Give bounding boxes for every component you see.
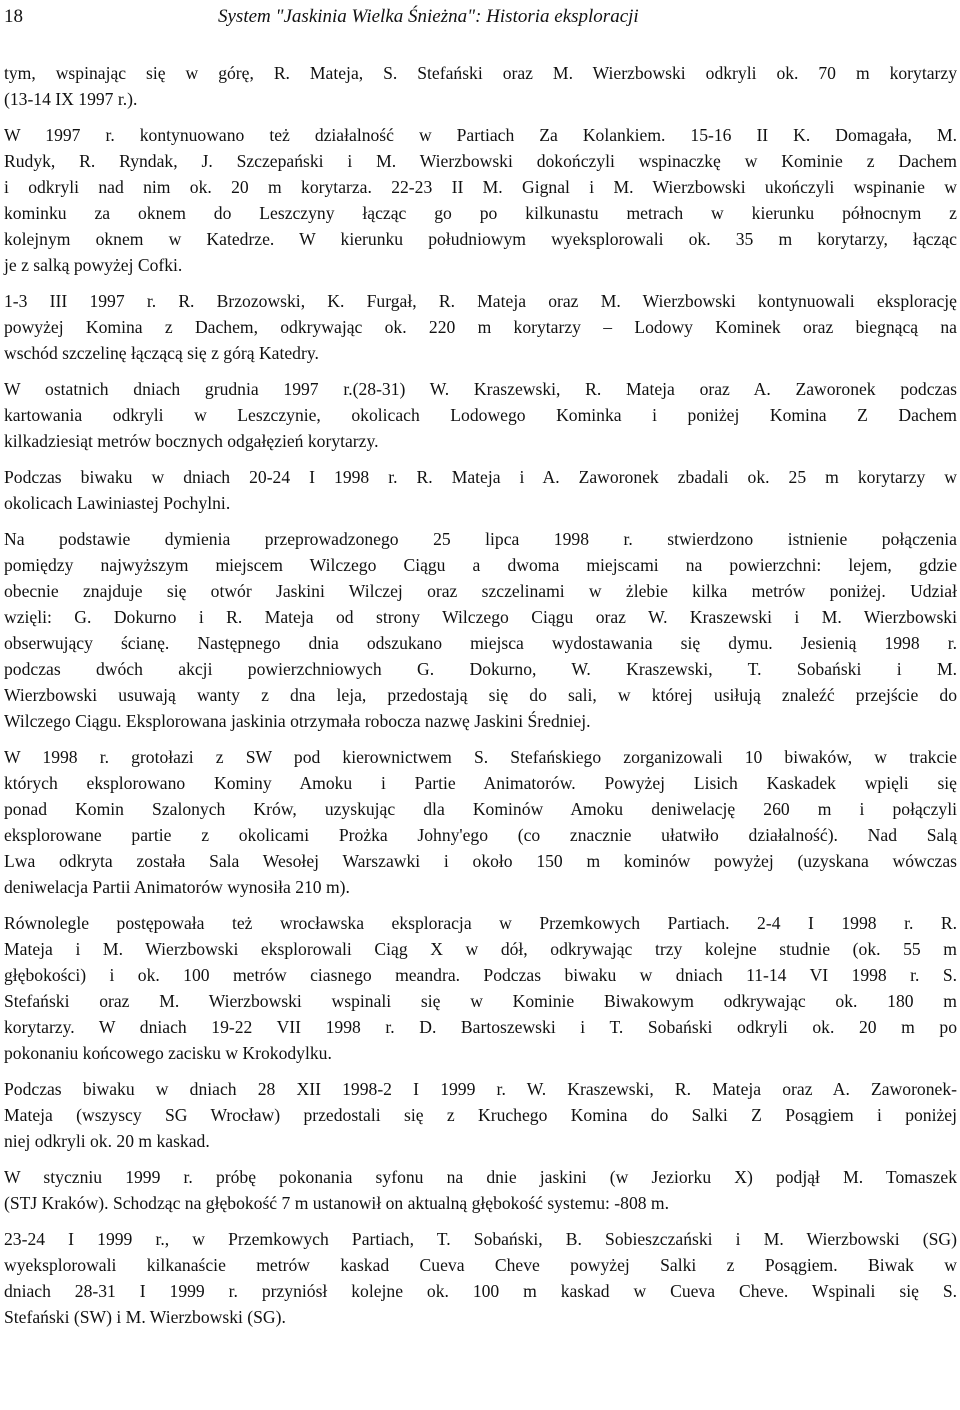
text-line: Wierzbowski usuwają wanty z dna leja, przedostają się do sali, w której usiłują znaleźć przejście do <box>4 685 957 705</box>
text-line: których eksplorowano Kominy Amoku i Partie Animatorów. Powyżej Lisich Kaskadek wpięli się <box>4 773 957 793</box>
running-title: System "Jaskinia Wielka Śnieżna": Historia eksploracji <box>218 6 639 27</box>
text-line: Podczas biwaku w dniach 28 XII 1998-2 I 1999 r. W. Kraszewski, R. Mateja oraz A. Zaworonek- <box>4 1079 957 1099</box>
text-line: W 1997 r. kontynuowano też działalność w Partiach Za Kolankiem. 15-16 II K. Domagała, M. <box>4 125 957 145</box>
text-line: dniach 28-31 I 1999 r. przyniósł kolejne ok. 100 m kaskad w Cueva Cheve. Wspinali się S. <box>4 1281 957 1301</box>
text-line: korytarzy. W dniach 19-22 VII 1998 r. D. Bartoszewski i T. Sobański odkryli ok. 20 m po <box>4 1017 957 1037</box>
text-line: Mateja i M. Wierzbowski eksplorowali Ciąg X w dół, odkrywając trzy kolejne studnie (ok. 55 m <box>4 939 957 959</box>
text-line: deniwelacja Partii Animatorów wynosiła 210 m). <box>4 877 350 897</box>
text-line: Na podstawie dymienia przeprowadzonego 25 lipca 1998 r. stwierdzono istnienie połączenia <box>4 529 957 549</box>
text-line: tym, wspinając się w górę, R. Mateja, S. Stefański oraz M. Wierzbowski odkryli ok. 70 m korytarzy <box>4 63 957 83</box>
text-line: pokonaniu końcowego zacisku w Krokodylku. <box>4 1043 332 1063</box>
text-line: obecnie znajduje się otwór Jaskini Wilczej oraz szczelinami w żlebie kilka metrów poniżej. Udział <box>4 581 957 601</box>
text-line: niej odkryli ok. 20 m kaskad. <box>4 1131 210 1151</box>
paragraph <box>4 464 957 516</box>
text-line: eksplorowane partie z okolicami Prożka Johny'ego (co znacznie ułatwiło działalność). Nad Salą <box>4 825 957 845</box>
text-line: okolicach Lawiniastej Pochylni. <box>4 493 231 513</box>
text-line: powyżej Komina z Dachem, odkrywając ok. 220 m korytarzy – Lodowy Kominek oraz biegnącą na <box>4 317 957 337</box>
text-line: podczas dwóch akcji powierzchniowych G. Dokurno, W. Kraszewski, T. Sobański i M. <box>4 659 957 679</box>
text-line: (13-14 IX 1997 r.). <box>4 89 138 109</box>
paragraph <box>4 122 957 278</box>
paragraph <box>4 1226 957 1330</box>
page-number: 18 <box>4 6 23 27</box>
text-line: W ostatnich dniach grudnia 1997 r.(28-31) W. Kraszewski, R. Mateja oraz A. Zaworonek podczas <box>4 379 957 399</box>
text-line: Lwa odkryta została Sala Wesołej Warszawki i około 150 m kominów powyżej (uzyskana wówczas <box>4 851 957 871</box>
document-page <box>4 0 957 1410</box>
text-line: i odkryli nad nim ok. 20 m korytarza. 22-23 II M. Gignal i M. Wierzbowski ukończyli wspinanie w <box>4 177 957 197</box>
text-line: W 1998 r. grotołazi z SW pod kierownictwem S. Stefańskiego zorganizowali 10 biwaków, w trakcie <box>4 747 957 767</box>
paragraph <box>4 1076 957 1154</box>
running-header <box>4 0 957 34</box>
text-line: kartowania odkryli w Leszczynie, okolicach Lodowego Kominka i poniżej Komina Z Dachem <box>4 405 957 425</box>
text-line: Wilczego Ciągu. Eksplorowana jaskinia otrzymała robocza nazwę Jaskini Średniej. <box>4 711 591 731</box>
text-line: kilkadziesiąt metrów bocznych odgałęzień korytarzy. <box>4 431 379 451</box>
text-line: kolejnym oknem w Katedrze. W kierunku południowym wyeksplorowali ok. 35 m korytarzy, łącząc <box>4 229 957 249</box>
text-line: wschód szczelinę łączącą się z górą Katedry. <box>4 343 319 363</box>
paragraph <box>4 1164 957 1216</box>
text-line: Rudyk, R. Ryndak, J. Szczepański i M. Wierzbowski dokończyli wspinaczkę w Kominie z Dachem <box>4 151 957 171</box>
text-line: (STJ Kraków). Schodząc na głębokość 7 m ustanowił on aktualną głębokość systemu: -808 m. <box>4 1193 670 1213</box>
text-line: 23-24 I 1999 r., w Przemkowych Partiach, T. Sobański, B. Sobieszczański i M. Wierzbowski (SG) <box>4 1229 957 1249</box>
paragraph <box>4 60 957 112</box>
text-line: 1-3 III 1997 r. R. Brzozowski, K. Furgał, R. Mateja oraz M. Wierzbowski kontynuowali eksplorację <box>4 291 957 311</box>
text-line: pomiędzy najwyższym miejscem Wilczego Ciągu a dwoma miejscami na powierzchni: lejem, gdzie <box>4 555 957 575</box>
paragraph <box>4 744 957 900</box>
text-line: W styczniu 1999 r. próbę pokonania syfonu na dnie jaskini (w Jeziorku X) podjął M. Tomaszek <box>4 1167 957 1187</box>
text-line: ponad Komin Szalonych Krów, uzyskując dla Kominów Amoku deniwelację 260 m i połączyli <box>4 799 957 819</box>
text-line: Stefański oraz M. Wierzbowski wspinali się w Kominie Biwakowym odkrywając ok. 180 m <box>4 991 957 1011</box>
text-line: Podczas biwaku w dniach 20-24 I 1998 r. R. Mateja i A. Zaworonek zbadali ok. 25 m korytarzy w <box>4 467 957 487</box>
text-line: wzięli: G. Dokurno i R. Mateja od strony Wilczego Ciągu oraz W. Kraszewski i M. Wierzbowski <box>4 607 957 627</box>
text-line: je z salką powyżej Cofki. <box>4 255 183 275</box>
paragraph <box>4 526 957 734</box>
text-line: Stefański (SW) i M. Wierzbowski (SG). <box>4 1307 286 1327</box>
body-text <box>4 60 957 1340</box>
text-line: obserwujący ścianę. Następnego dnia odszukano miejsca wydostawania się dymu. Jesienią 1998 r. <box>4 633 957 653</box>
paragraph <box>4 910 957 1066</box>
text-line: Równolegle postępowała też wrocławska eksploracja w Przemkowych Partiach. 2-4 I 1998 r. R. <box>4 913 957 933</box>
text-line: kominku za oknem do Leszczyny łącząc go po kilkunastu metrach w kierunku północnym z <box>4 203 957 223</box>
text-line: wyeksplorowali kilkanaście metrów kaskad Cueva Cheve powyżej Salki z Posągiem. Biwak w <box>4 1255 957 1275</box>
text-line: głębokości) i ok. 100 metrów ciasnego meandra. Podczas biwaku w dniach 11-14 VI 1998 r. S. <box>4 965 957 985</box>
paragraph <box>4 288 957 366</box>
text-line: Mateja (wszyscy SG Wrocław) przedostali się z Kruchego Komina do Salki Z Posągiem i poniżej <box>4 1105 957 1125</box>
paragraph <box>4 376 957 454</box>
